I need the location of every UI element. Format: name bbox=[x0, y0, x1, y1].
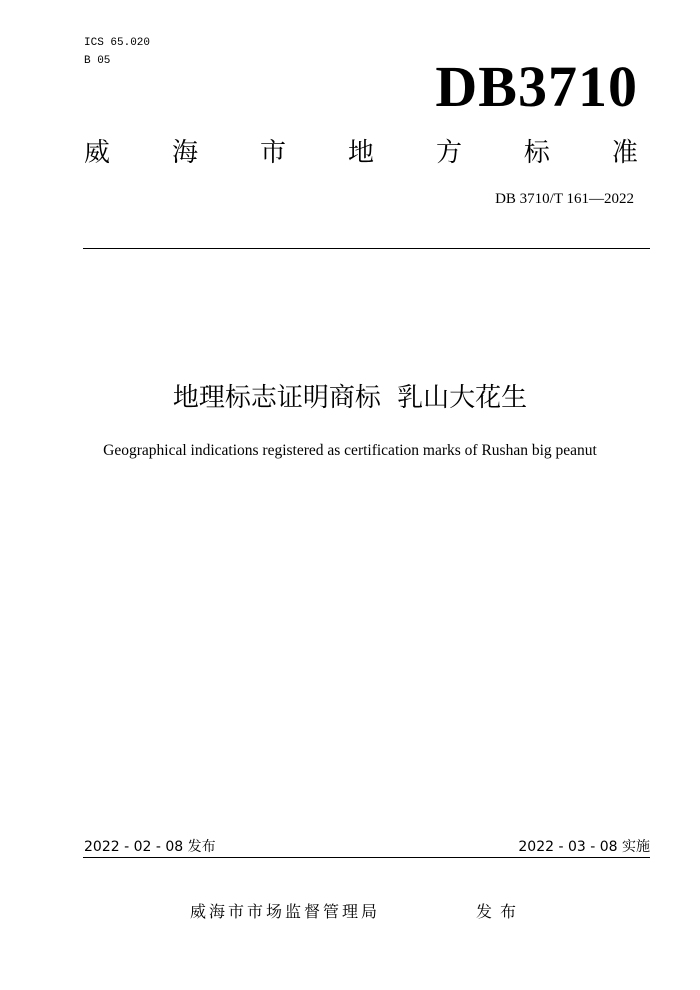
standard-type-char: 准 bbox=[611, 138, 638, 168]
document-title-cn bbox=[0, 380, 700, 416]
standard-type-char: 市 bbox=[259, 138, 286, 168]
issue-label: 发布 bbox=[476, 902, 525, 921]
standard-type-char: 标 bbox=[523, 138, 550, 168]
issuing-authority: 威海市市场监督管理局 bbox=[190, 902, 381, 921]
header-divider bbox=[83, 248, 650, 249]
title-cn-part2: 乳山大花生 bbox=[397, 383, 528, 413]
footer-divider bbox=[83, 857, 650, 858]
title-cn-part1: 地理标志证明商标 bbox=[172, 383, 381, 413]
ics-code: ICS 65.020 bbox=[84, 37, 151, 49]
ccs-code: B 05 bbox=[84, 55, 111, 67]
standard-type bbox=[84, 136, 638, 170]
standard-type-char: 海 bbox=[171, 138, 198, 168]
standard-number: DB 3710/T 161—2022 bbox=[495, 191, 634, 207]
standard-logo: DB3710 bbox=[435, 54, 638, 119]
standard-type-char: 威 bbox=[84, 138, 111, 168]
effective-date: 2022 - 03 - 08 实施 bbox=[518, 839, 650, 855]
standard-type-char: 方 bbox=[435, 138, 462, 168]
issue-date: 2022 - 02 - 08 发布 bbox=[84, 839, 216, 855]
document-title-en: Geographical indications registered as certification marks of Rushan big peanut bbox=[103, 442, 597, 459]
standard-type-char: 地 bbox=[347, 138, 374, 168]
